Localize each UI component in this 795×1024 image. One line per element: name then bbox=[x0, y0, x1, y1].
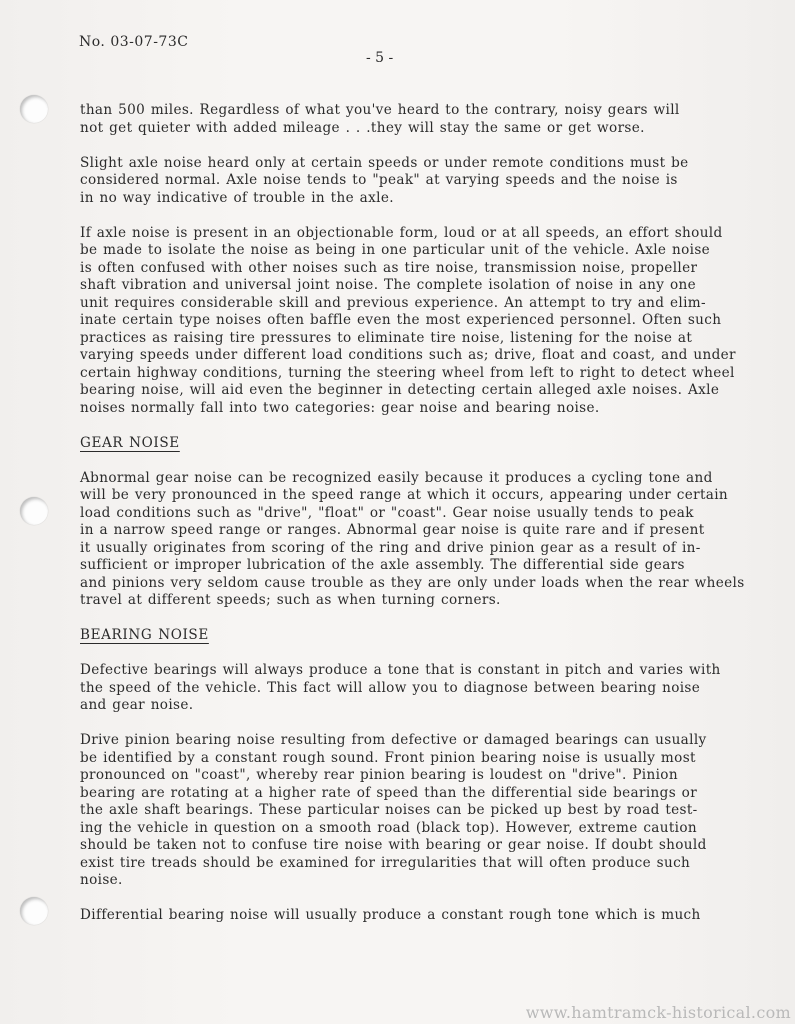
binder-hole-bottom bbox=[20, 897, 48, 925]
text-line: certain highway conditions, turning the steering wheel from left to right to detect wheel bbox=[80, 364, 735, 381]
text-line: pronounced on "coast", whereby rear pinion bearing is loudest on "drive". Pinion bbox=[80, 767, 678, 783]
page-number: - 5 - bbox=[366, 50, 394, 66]
binder-hole-top bbox=[20, 95, 48, 123]
text-line: Slight axle noise heard only at certain speeds or under remote conditions must be bbox=[80, 154, 689, 171]
document-number: No. 03-07-73C bbox=[79, 34, 189, 50]
text-line: and gear noise. bbox=[80, 697, 194, 713]
text-line: be identified by a constant rough sound. Front pinion bearing noise is usually most bbox=[80, 749, 696, 766]
paragraph-gear-noise bbox=[80, 470, 780, 610]
text-line: Abnormal gear noise can be recognized easily because it produces a cycling tone and bbox=[80, 469, 713, 486]
paragraph-isolate-noise bbox=[80, 225, 780, 418]
text-line: in a narrow speed range or ranges. Abnormal gear noise is quite rare and if present bbox=[80, 522, 705, 538]
paragraph-differential-bearing bbox=[80, 907, 780, 925]
text-line: the axle shaft bearings. These particular noises can be picked up best by road test- bbox=[80, 802, 698, 818]
text-line: practices as raising tire pressures to eliminate tire noise, listening for the noise at bbox=[80, 329, 693, 346]
text-line: Differential bearing noise will usually produce a constant rough tone which is much bbox=[80, 907, 701, 923]
text-line: ing the vehicle in question on a smooth road (black top). However, extreme caution bbox=[80, 819, 698, 836]
text-line: be made to isolate the noise as being in one particular unit of the vehicle. Axle noise bbox=[80, 242, 711, 258]
text-line: and pinions very seldom cause trouble as they are only under loads when the rear wheels bbox=[80, 574, 745, 591]
text-line: not get quieter with added mileage . . .they will stay the same or get worse. bbox=[80, 119, 645, 136]
watermark-url: www.hamtramck-historical.com bbox=[525, 1003, 791, 1022]
text-line: it usually originates from scoring of the ring and drive pinion gear as a result of in- bbox=[80, 539, 701, 556]
text-line: Drive pinion bearing noise resulting from defective or damaged bearings can usually bbox=[80, 732, 707, 748]
paragraph-normal-noise bbox=[80, 155, 780, 208]
text-line: the speed of the vehicle. This fact will allow you to diagnose between bearing noise bbox=[80, 679, 701, 696]
text-line: exist tire treads should be examined for irregularities that will often produce such bbox=[80, 854, 691, 871]
text-line: sufficient or improper lubrication of the axle assembly. The differential side gears bbox=[80, 557, 685, 573]
text-line: should be taken not to confuse tire noise with bearing or gear noise. If doubt should bbox=[80, 837, 707, 853]
text-line: considered normal. Axle noise tends to "peak" at varying speeds and the noise is bbox=[80, 172, 678, 188]
text-line: inate certain type noises often baffle even the most experienced personnel. Often such bbox=[80, 312, 722, 328]
text-line: bearing noise, will aid even the beginner in detecting certain alleged axle noises. Axle bbox=[80, 382, 720, 398]
text-line: shaft vibration and universal joint noise. The complete isolation of noise in any one bbox=[80, 277, 697, 293]
text-line: load conditions such as "drive", "float" or "coast". Gear noise usually tends to peak bbox=[80, 504, 694, 521]
binder-hole-middle bbox=[20, 497, 48, 525]
text-line: unit requires considerable skill and previous experience. An attempt to try and elim- bbox=[80, 294, 706, 311]
text-line: will be very pronounced in the speed range at which it occurs, appearing under certain bbox=[80, 487, 729, 503]
document-body bbox=[80, 102, 780, 942]
text-line: Defective bearings will always produce a tone that is constant in pitch and varies with bbox=[80, 662, 721, 678]
text-line: in no way indicative of trouble in the axle. bbox=[80, 189, 394, 206]
paragraph-pinion-bearing bbox=[80, 732, 780, 890]
paragraph-defective-bearings bbox=[80, 662, 780, 715]
paragraph-mileage bbox=[80, 102, 780, 137]
text-line: bearing are rotating at a higher rate of speed than the differential side bearings or bbox=[80, 784, 698, 801]
text-line: If axle noise is present in an objectionable form, loud or at all speeds, an effort should bbox=[80, 224, 723, 241]
text-line: noise. bbox=[80, 872, 123, 888]
heading-bearing-noise: BEARING NOISE bbox=[80, 627, 209, 643]
text-line: than 500 miles. Regardless of what you've heard to the contrary, noisy gears will bbox=[80, 102, 680, 118]
text-line: travel at different speeds; such as when turning corners. bbox=[80, 592, 501, 608]
heading-gear-noise: GEAR NOISE bbox=[80, 434, 180, 451]
text-line: noises normally fall into two categories: gear noise and bearing noise. bbox=[80, 399, 600, 416]
text-line: is often confused with other noises such as tire noise, transmission noise, propeller bbox=[80, 259, 698, 276]
text-line: varying speeds under different load conditions such as; drive, float and coast, and under bbox=[80, 347, 736, 363]
